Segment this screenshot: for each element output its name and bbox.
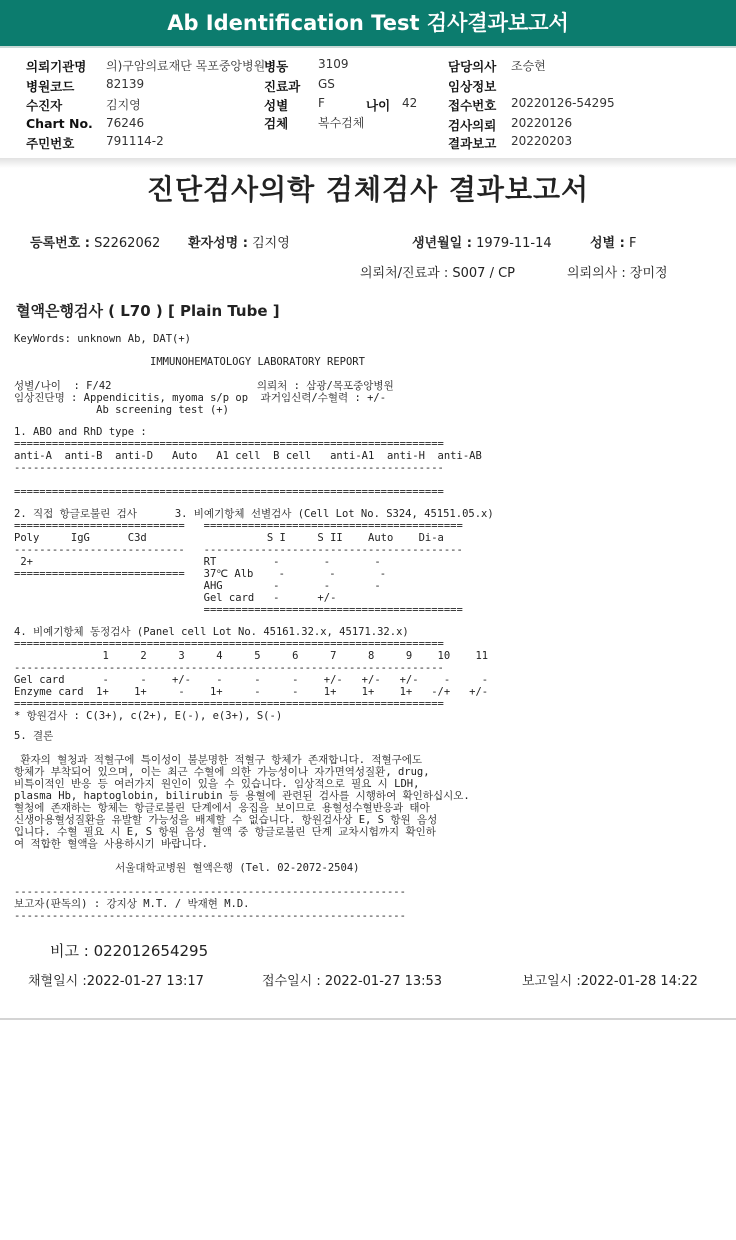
sex-value: F [318, 96, 325, 110]
chart-no-value: 76246 [106, 116, 145, 130]
section-divider [0, 158, 736, 168]
document-title: 진단검사의학 검체검사 결과보고서 [146, 173, 590, 206]
note-label: 비고 : [50, 942, 89, 960]
doctor-value: 조승현 [511, 59, 546, 73]
rrn-label: 주민번호 [26, 136, 75, 151]
registration-number [30, 232, 160, 251]
draw-value: 2022-01-27 13:17 [86, 974, 204, 989]
abo-rhd-type-block: 1. ABO and RhD type : ==================================================================== anti-A anti-B anti-D Auto A1 cell B cell anti-A1 anti-H anti-AB -------------------------------------------------------------------- ==================================================================== [14, 426, 482, 498]
report-time-label: 보고일시 : [522, 974, 581, 989]
age-value: 42 [402, 96, 418, 110]
doctor-label: 담당의사 [448, 59, 497, 74]
request-date-label: 검사의뢰 [448, 118, 497, 133]
doc-dept-label: 의뢰처/진료과 : [360, 266, 449, 281]
hospital-code-value: 82139 [106, 77, 145, 91]
dat-screening-block: 2. 직접 항글로불린 검사 3. 비예기항체 선별검사 (Cell Lot No. S324, 45151.05.x) =========================== ========================================= Poly IgG C3d S I S II Auto Di-a --------------------------- ----------------------------------------- 2+ RT - - - =========================== 37℃ Alb - - - AHG - - - Gel card - +/- ========================================= [14, 508, 494, 616]
draw-label: 채혈일시 : [28, 974, 87, 989]
name-value: 김지영 [252, 236, 290, 251]
dob-label: 생년월일 : [412, 236, 472, 251]
dept-value: GS [318, 77, 335, 91]
header-info-block [0, 50, 736, 156]
dept-label: 진료과 [264, 79, 301, 94]
doc-dept-value: S007 / CP [452, 266, 516, 281]
note-value: 022012654295 [93, 942, 209, 960]
dob-value: 1979-11-14 [476, 236, 552, 251]
report-date-value: 20220203 [511, 134, 573, 148]
note-line [50, 940, 208, 961]
keywords-line: KeyWords: unknown Ab, DAT(+) [14, 333, 192, 345]
report-banner-title: Ab Identification Test 검사결과보고서 [0, 0, 736, 48]
doc-sex-value: F [628, 236, 637, 251]
age-label: 나이 [366, 98, 391, 113]
chart-no-label: Chart No. [26, 116, 93, 131]
panel-identification-block: 4. 비예기항체 동정검사 (Panel cell Lot No. 45161.32.x, 45171.32.x) ==================================================================== 1 2 3 4 5 6 7 8 9 10 11 -------------------------------------------------------------------- Gel card - - +/- - - - +/- +/- +/- - - Enzyme card 1+ 1+ - 1+ - - 1+ 1+ 1+ -/+ +/- ==================================================================== * 항원검사 : C(3+), c(2+), E(-), e(3+), S(-) [14, 626, 489, 722]
report-time-value: 2022-01-28 14:22 [580, 974, 698, 989]
receipt-label: 접수번호 [448, 98, 497, 113]
specimen-value: 복수검체 [318, 116, 365, 130]
request-date-value: 20220126 [511, 116, 573, 130]
draw-time [28, 970, 204, 989]
conclusion-block: 5. 결론 환자의 혈청과 적혈구에 특이성이 불분명한 적혈구 항체가 존재합니다. 적혈구에도 항체가 부착되어 있으며, 이는 최근 수혈에 의한 가능성이나 자가면역성질환, drug, 비특이적인 반응 등 여러가지 원인이 있을 수 있습니다. 임상적으로 필요 시 LDH, plasma Hb, haptoglobin, bilirubin 등 용혈에 관련된 검사를 시행하여 확인하십시오. 혈청에 존재하는 항체는 항글로불린 단계에서 응집을 보이므로 용혈성수혈반응과 태아 신생아용혈성질환을 유발할 가능성을 배제할 수 없습니다. 항원검사상 E, S 항원 음성 입니다. 수혈 필요 시 E, S 항원 음성 혈액 중 항글로불린 단계 교차시험까지 확인하 여 적합한 혈액을 사용하시기 바랍니다. 서울대학교병원 혈액은행 (Tel. 02-2072-2504) -------------------------------------------------------------- 보고자(판독의) : 강지상 M.T. / 박재현 M.D. -------------------------------------------------------------- [14, 730, 470, 922]
report-heading: IMMUNOHEMATOLOGY LABORATORY REPORT [150, 356, 365, 368]
patient-clinical-block: 성별/나이 : F/42 의뢰처 : 삼광/목포중앙병원 임상진단명 : Appendicitis, myoma s/p op 과거임신력/수혈력 : +/- Ab screening test (+) [14, 380, 394, 416]
hospital-label: 의뢰기관명 [26, 59, 87, 74]
patient-label: 수진자 [26, 98, 63, 113]
doc-doctor-label: 의뢰의사 : [567, 266, 626, 281]
patient-sex [590, 232, 636, 251]
bottom-divider [0, 1018, 736, 1020]
clinical-info-label: 임상정보 [448, 79, 497, 94]
report-date-label: 결과보고 [448, 136, 497, 151]
accept-value: 2022-01-27 13:53 [324, 974, 443, 989]
blood-bank-section-title: 혈액은행검사 ( L70 ) [ Plain Tube ] [16, 302, 280, 320]
sex-label: 성별 [264, 98, 289, 113]
patient-value: 김지영 [106, 98, 141, 112]
report-time [522, 970, 698, 989]
date-of-birth [412, 232, 552, 251]
receipt-value: 20220126-54295 [511, 96, 615, 110]
ward-label: 병동 [264, 59, 289, 74]
accept-label: 접수일시 : [262, 974, 321, 989]
doc-sex-label: 성별 : [590, 236, 625, 251]
accept-time [262, 970, 442, 989]
reg-value: S2262062 [94, 236, 161, 251]
ward-value: 3109 [318, 57, 349, 71]
reg-label: 등록번호 : [30, 236, 90, 251]
hospital-value: 의)구암의료재단 목포중앙병원 [106, 59, 266, 73]
referring-dept [360, 262, 515, 281]
specimen-label: 검체 [264, 116, 289, 131]
rrn-value: 791114-2 [106, 134, 164, 148]
referring-doctor [567, 262, 668, 281]
doc-doctor-value: 장미정 [629, 266, 668, 281]
name-label: 환자성명 : [188, 236, 248, 251]
hospital-code-label: 병원코드 [26, 79, 75, 94]
patient-name [188, 232, 290, 251]
